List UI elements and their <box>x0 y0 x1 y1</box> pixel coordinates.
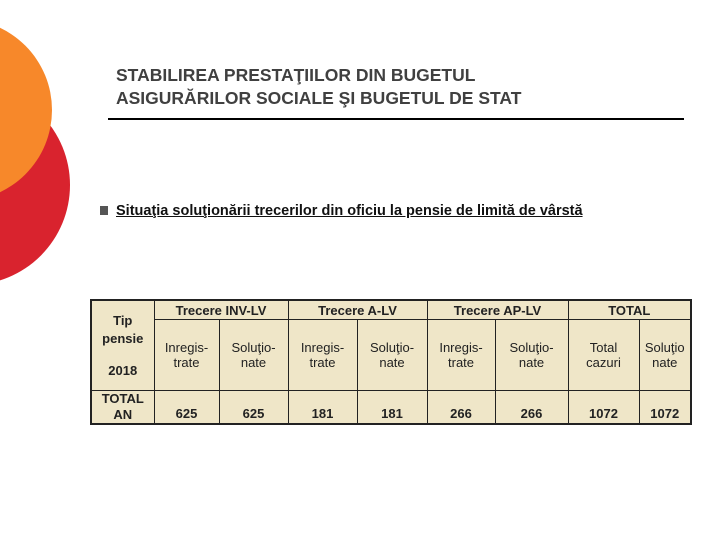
subheader-cell: Soluţio-nate <box>495 320 568 391</box>
value-cell: 625 <box>219 391 288 425</box>
subheader-cell: Soluţio nate <box>639 320 691 391</box>
group-header: Trecere AP-LV <box>427 300 568 320</box>
value-cell: 266 <box>495 391 568 425</box>
value-cell: 181 <box>357 391 427 425</box>
value-cell: 266 <box>427 391 495 425</box>
group-header: TOTAL <box>568 300 691 320</box>
subheader-cell: Soluţio-nate <box>219 320 288 391</box>
subheader-cell: Inregis-trate <box>154 320 219 391</box>
circle-decoration <box>0 0 72 290</box>
title-line-1: STABILIREA PRESTAŢIILOR DIN BUGETUL <box>116 65 476 85</box>
row-label: TOTAL AN <box>91 391 154 425</box>
subtitle-text: Situaţia soluţionării trecerilor din oficiu la pensie de limită de vârstă <box>116 203 583 219</box>
title-line-2: ASIGURĂRILOR SOCIALE ŞI BUGETUL DE STAT <box>116 88 522 108</box>
subheader-cell: Inregis-trate <box>427 320 495 391</box>
group-header: Trecere A-LV <box>288 300 427 320</box>
subheader-cell: Inregis-trate <box>288 320 357 391</box>
bullet-icon <box>100 206 108 215</box>
corner-l1: Tip <box>113 312 133 328</box>
page-title <box>116 64 676 110</box>
corner-l3: 2018 <box>108 362 138 378</box>
value-cell: 181 <box>288 391 357 425</box>
data-table <box>90 299 692 425</box>
corner-l2: pensie <box>102 330 144 346</box>
corner-header <box>91 300 154 391</box>
value-cell: 625 <box>154 391 219 425</box>
title-divider <box>108 118 684 120</box>
subheader-cell: Soluţio-nate <box>357 320 427 391</box>
group-header: Trecere INV-LV <box>154 300 288 320</box>
subheader-cell: Total cazuri <box>568 320 639 391</box>
value-cell: 1072 <box>639 391 691 425</box>
subtitle <box>100 204 680 219</box>
value-cell: 1072 <box>568 391 639 425</box>
